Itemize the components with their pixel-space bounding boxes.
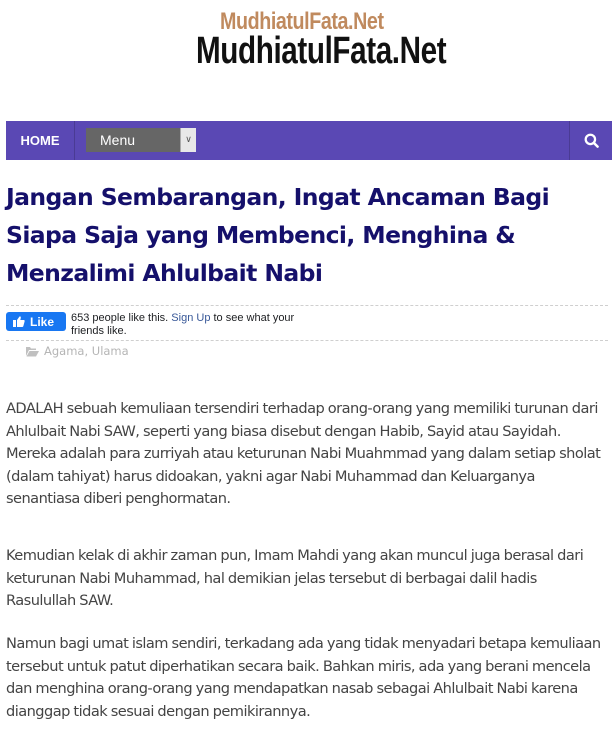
- article-paragraph: Kemudian kelak di akhir zaman pun, Imam Mahdi yang akan muncul juga berasal dari keturunan Nabi Muhammad, hal demikian jelas tersebut di berbagai dalil hadis Rasulullah SAW.: [6, 547, 584, 609]
- search-button[interactable]: [569, 121, 612, 160]
- like-count-text: 653 people like this.: [71, 312, 169, 324]
- divider: [6, 305, 608, 306]
- article-paragraph: Namun bagi umat islam sendiri, terkadang ada yang tidak menyadari betapa kemuliaan tersebut untuk patut diperhatikan secara baik. Bahkan miris, ada yang berani mencela dan menghina orang-orang yang mendapatkan nasab sebagai Ahlulbait Nabi karena dianggap tidak sesuai dengan pemikirannya.: [6, 635, 601, 720]
- logo-main-text: MudhiatulFata.Net: [196, 30, 447, 72]
- folder-open-icon: [26, 346, 39, 357]
- site-logo[interactable]: [0, 0, 612, 80]
- search-icon: [584, 133, 599, 148]
- logo-shadow-text: MudhiatulFata.Net: [220, 8, 384, 35]
- menu-select[interactable]: [86, 128, 196, 152]
- main-nav: [6, 121, 612, 160]
- like-suffix-text: to see what your friends like.: [71, 312, 295, 337]
- signup-link[interactable]: Sign Up: [171, 312, 211, 324]
- article-paragraph: ADALAH sebuah kemuliaan tersendiri terhadap orang-orang yang memiliki turunan dari Ahlulbait Nabi SAW, seperti yang biasa disebut dengan Habib, Sayid atau Sayidah. Mereka adalah para zurriyah atau keturunan Nabi Muahmmad yang dalam setiap sholat (dalam tahiyat) harus didoakan, yakni agar Nabi Muhammad dan Keluarganya senantiasa diberi penghormatan.: [6, 400, 601, 507]
- menu-select-value: Menu: [100, 132, 136, 148]
- nav-home-link[interactable]: HOME: [6, 121, 75, 160]
- facebook-like-label: Like: [30, 314, 55, 329]
- facebook-like-text: [71, 312, 311, 338]
- thumbs-up-icon: [13, 316, 25, 327]
- divider: [6, 340, 608, 341]
- article-title: Jangan Sembarangan, Ingat Ancaman Bagi Siapa Saja yang Membenci, Menghina & Menzalimi Ahlulbait Nabi: [6, 183, 550, 287]
- facebook-like-button[interactable]: [6, 312, 66, 331]
- chevron-down-icon: ∨: [180, 128, 196, 152]
- post-categories: [26, 344, 129, 358]
- category-links[interactable]: Agama, Ulama: [44, 344, 129, 358]
